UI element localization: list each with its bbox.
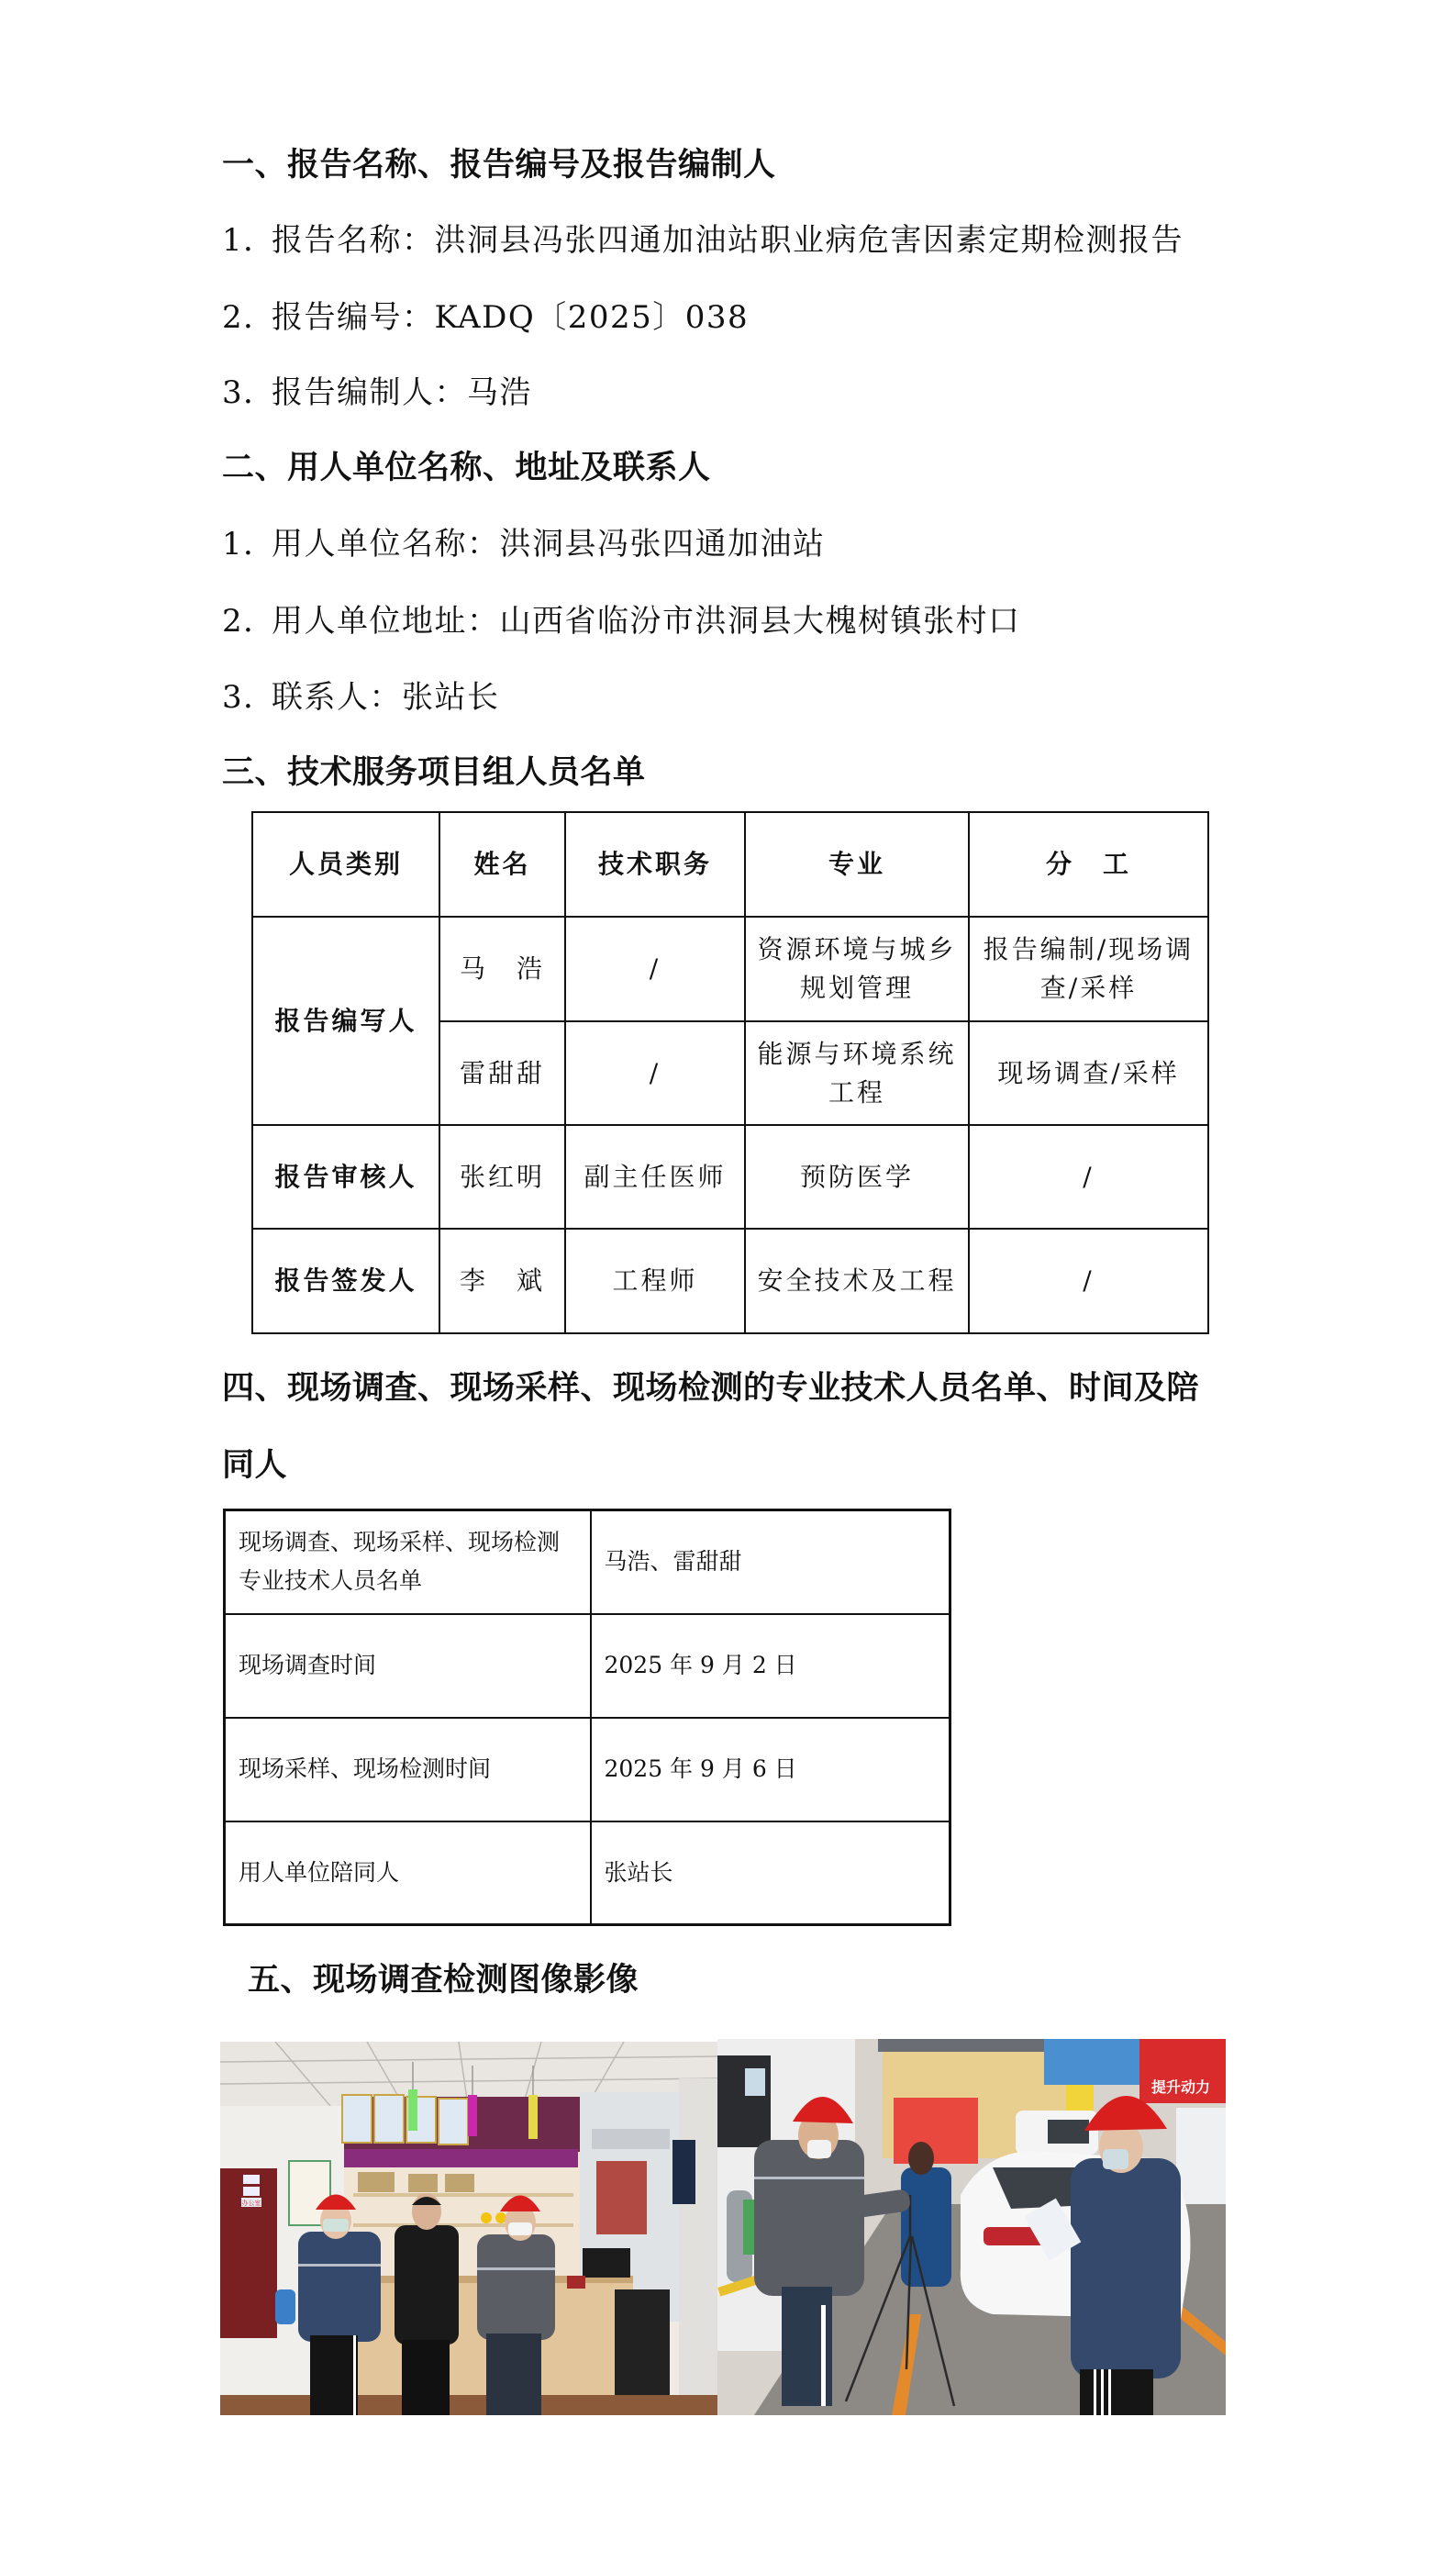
title-cell: / bbox=[565, 1021, 745, 1125]
report-number-value: KADQ〔2025〕038 bbox=[434, 299, 750, 336]
row-label: 现场调查时间 bbox=[225, 1614, 591, 1718]
duty-cell: / bbox=[969, 1229, 1208, 1333]
row-value: 2025 年 9 月 6 日 bbox=[591, 1718, 950, 1821]
employer-name-value: 洪洞县冯张四通加油站 bbox=[499, 526, 826, 563]
header-cell-major: 专业 bbox=[745, 812, 969, 917]
site-sampling-photo-fuel-island bbox=[717, 2039, 1226, 2415]
field-staff-table bbox=[223, 1509, 951, 1926]
section-2-heading: 二、用人单位名称、地址及联系人 bbox=[222, 449, 711, 486]
section-3-heading: 三、技术服务项目组人员名单 bbox=[222, 753, 646, 791]
name-cell: 马 浩 bbox=[439, 917, 565, 1021]
employer-address-value: 山西省临汾市洪洞县大槐树镇张村口 bbox=[499, 603, 1021, 640]
table-row bbox=[225, 1821, 950, 1925]
item-number: 1． bbox=[222, 526, 276, 563]
table-row bbox=[225, 1614, 950, 1718]
promo-banner bbox=[894, 2098, 978, 2164]
item-number: 3． bbox=[222, 374, 276, 411]
row-label: 现场调查、现场采样、现场检测专业技术人员名单 bbox=[225, 1510, 591, 1614]
section-5-heading: 五、现场调查检测图像影像 bbox=[248, 1961, 639, 1999]
table-row bbox=[252, 917, 1208, 1021]
header-cell-duty: 分 工 bbox=[969, 812, 1208, 917]
contact-person-value: 张站长 bbox=[402, 679, 500, 716]
duty-cell: 现场调查/采样 bbox=[969, 1021, 1208, 1125]
site-survey-photo-office bbox=[220, 2042, 717, 2415]
table-row bbox=[225, 1718, 950, 1821]
row-label: 现场采样、现场检测时间 bbox=[225, 1718, 591, 1821]
row-value: 张站长 bbox=[591, 1821, 950, 1925]
category-cell: 报告编写人 bbox=[252, 917, 439, 1125]
banner-text: 提升动力 bbox=[1150, 2078, 1211, 2096]
header-cell-title: 技术职务 bbox=[565, 812, 745, 917]
title-cell: 副主任医师 bbox=[565, 1125, 745, 1229]
title-cell: / bbox=[565, 917, 745, 1021]
row-value: 2025 年 9 月 2 日 bbox=[591, 1614, 950, 1718]
name-cell: 张红明 bbox=[439, 1125, 565, 1229]
employer-name-label: 用人单位名称： bbox=[272, 526, 500, 563]
table-header-row bbox=[252, 812, 1208, 917]
duty-cell: 报告编制/现场调查/采样 bbox=[969, 917, 1208, 1021]
contact-person-line bbox=[222, 677, 500, 718]
person-middle bbox=[395, 2193, 459, 2415]
name-cell: 李 斌 bbox=[439, 1229, 565, 1333]
report-author-value: 马浩 bbox=[467, 374, 532, 411]
section-4-heading-line-2: 同人 bbox=[222, 1446, 288, 1484]
table-row bbox=[225, 1510, 950, 1614]
item-number: 1． bbox=[222, 222, 276, 259]
header-cell-category: 人员类别 bbox=[252, 812, 439, 917]
employer-name-line bbox=[222, 524, 826, 564]
major-cell: 安全技术及工程 bbox=[745, 1229, 969, 1333]
report-number-line bbox=[222, 297, 749, 338]
report-name-label: 报告名称： bbox=[272, 222, 435, 259]
category-cell: 报告签发人 bbox=[252, 1229, 439, 1333]
row-value: 马浩、雷甜甜 bbox=[591, 1510, 950, 1614]
door-sign-text: 办公室 bbox=[241, 2200, 261, 2207]
item-number: 3． bbox=[222, 679, 276, 716]
office-scene-image bbox=[220, 2042, 717, 2415]
duty-cell: / bbox=[969, 1125, 1208, 1229]
report-number-label: 报告编号： bbox=[272, 299, 435, 336]
major-cell: 资源环境与城乡规划管理 bbox=[745, 917, 969, 1021]
employer-address-line bbox=[222, 601, 1021, 641]
category-cell: 报告审核人 bbox=[252, 1125, 439, 1229]
table-row bbox=[252, 1125, 1208, 1229]
section-1-heading: 一、报告名称、报告编号及报告编制人 bbox=[222, 146, 776, 184]
item-number: 2． bbox=[222, 603, 276, 640]
title-cell: 工程师 bbox=[565, 1229, 745, 1333]
item-number: 2． bbox=[222, 299, 276, 336]
major-cell: 能源与环境系统工程 bbox=[745, 1021, 969, 1125]
report-name-line bbox=[222, 220, 1184, 261]
fuel-island-scene-image bbox=[717, 2039, 1226, 2415]
report-name-value: 洪洞县冯张四通加油站职业病危害因素定期检测报告 bbox=[434, 222, 1184, 259]
section-4-heading-line-1: 四、现场调查、现场采样、现场检测的专业技术人员名单、时间及陪 bbox=[222, 1369, 1200, 1407]
project-team-table bbox=[251, 811, 1209, 1334]
major-cell: 预防医学 bbox=[745, 1125, 969, 1229]
contact-person-label: 联系人： bbox=[272, 679, 402, 716]
report-author-line bbox=[222, 373, 532, 413]
report-author-label: 报告编制人： bbox=[272, 374, 467, 411]
header-cell-name: 姓名 bbox=[439, 812, 565, 917]
employer-address-label: 用人单位地址： bbox=[272, 603, 500, 640]
row-label: 用人单位陪同人 bbox=[225, 1821, 591, 1925]
table-row bbox=[252, 1229, 1208, 1333]
name-cell: 雷甜甜 bbox=[439, 1021, 565, 1125]
